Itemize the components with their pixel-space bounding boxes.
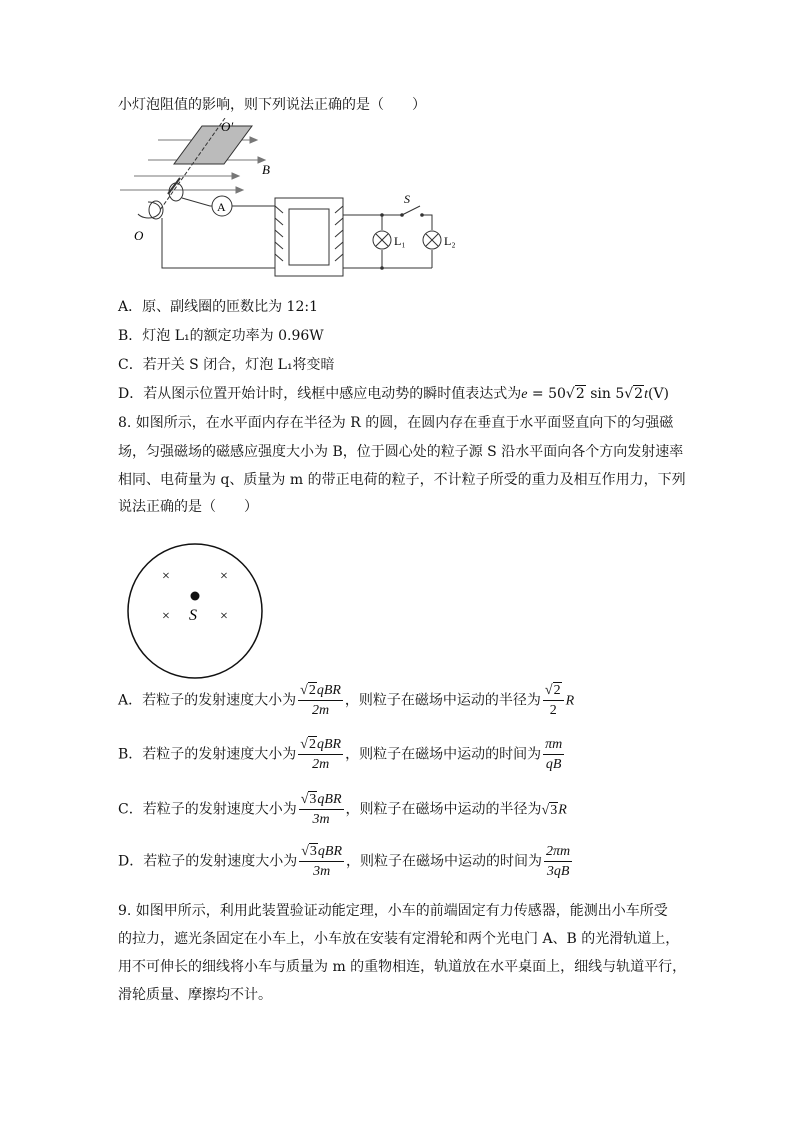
q7-intro: 小灯泡阻值的影响，则下列说法正确的是（ ） [118, 97, 426, 113]
field-cross-1: × [162, 569, 170, 584]
field-cross-3: × [162, 609, 170, 624]
q9-line-2: 的拉力，遮光条固定在小车上，小车放在安装有定滑轮和两个光电门 A、B 的光滑轨道上， [118, 931, 680, 947]
generator-circuit-diagram [120, 118, 460, 278]
particle-source-icon [191, 592, 200, 601]
q8-option-a: A．若粒子的发射速度大小为 $\frac{\text{√2qBR}}{2m}$ ，则粒子在磁场中运动的半径为 $\frac{√2}{2}$ R [118, 683, 575, 718]
q8-option-b: B．若粒子的发射速度大小为 $\frac{\text{√2qBR}}{2m}$ ，则粒子在磁场中运动的时间为 $\frac{\pi m}{qB}$ [118, 737, 563, 772]
axis-top-label: O′ [221, 119, 234, 134]
field-cross-4: × [220, 609, 228, 624]
axis-bottom-label: O [134, 228, 144, 243]
q8-option-d: D．若粒子的发射速度大小为 $\frac{\text{√3qBR}}{3m}$ ，则粒子在磁场中运动的时间为 $\frac{2\pi m}{3qB}$ [118, 844, 571, 879]
q7-option-b: B．灯泡 L₁的额定功率为 0.96W [118, 328, 324, 344]
q9-line-4: 滑轮质量、摩擦均不计。 [118, 987, 272, 1003]
switch-icon [402, 206, 420, 215]
transformer-core [275, 198, 343, 276]
q7-option-d-text: D．若从图示位置开始计时，线框中感应电动势的瞬时值表达式为 [118, 386, 522, 402]
primary-coil-icon [275, 206, 283, 261]
q7-option-d: D．若从图示位置开始计时，线框中感应电动势的瞬时值表达式为e = 50√2 sin 5√2t(V) [118, 386, 670, 402]
q7-option-c: C．若开关 S 闭合，灯泡 L₁将变暗 [118, 357, 335, 373]
q7-option-a: A．原、副线圈的匝数比为 12:1 [118, 299, 318, 315]
secondary-coil-icon [335, 206, 343, 261]
magnetic-field-circle-diagram [125, 541, 265, 681]
lamp-l1-label: L₁ [394, 234, 406, 248]
switch-label: S [404, 192, 410, 206]
source-label: S [189, 607, 197, 624]
lamp-l2-label: L₂ [444, 234, 456, 248]
ammeter-label: A [217, 200, 226, 214]
q8-line-1: 8. 如图所示，在水平面内存在半径为 R 的圆，在圆内存在垂直于水平面竖直向下的匀强磁 [118, 415, 674, 431]
q8-option-c: C．若粒子的发射速度大小为 $\frac{\text{√3qBR}}{3m}$ ，则粒子在磁场中运动的半径为√3R [118, 792, 567, 827]
q8-line-2: 场，匀强磁场的磁感应强度大小为 B，位于圆心处的粒子源 S 沿水平面向各个方向发射速率 [118, 444, 684, 460]
q9-line-3: 用不可伸长的细线将小车与质量为 m 的重物相连，轨道放在水平桌面上，细线与轨道平行， [118, 959, 687, 975]
q9-line-1: 9. 如图甲所示，利用此装置验证动能定理，小车的前端固定有力传感器，能测出小车所受 [118, 903, 668, 919]
field-label: B [262, 162, 270, 177]
field-cross-2: × [220, 569, 228, 584]
q8-line-4: 说法正确的是（ ） [118, 499, 258, 515]
q8-line-3: 相同、电荷量为 q、质量为 m 的带正电荷的粒子，不计粒子所受的重力及相互作用力，下列 [118, 472, 686, 488]
